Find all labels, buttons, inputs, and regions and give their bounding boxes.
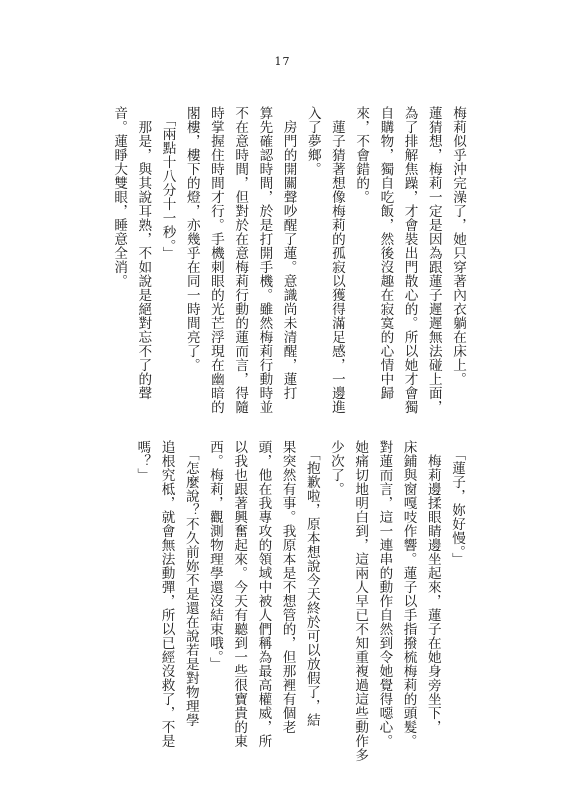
text-column: 房門的開關聲吵醒了蓮。意識尚未清醒，蓮打 [280, 106, 297, 400]
text-column: 入了夢鄉。 [304, 106, 321, 176]
text-column: 嗎？」 [134, 440, 151, 482]
text-column: 她痛切地明白到，這兩人早已不知重複過這些動作多 [352, 440, 369, 762]
text-column: 「兩點十八分十一秒。」 [159, 106, 176, 261]
page-number: 17 [274, 55, 291, 68]
text-column: 音。蓮睜大雙眼，睡意全消。 [111, 106, 128, 288]
text-column: 時掌握住時間才行。手機刺眼的光芒浮現在幽暗的 [207, 106, 224, 414]
text-column: 來，不會錯的。 [353, 106, 370, 204]
text-block-top [90, 106, 470, 414]
text-block-bottom [83, 440, 469, 762]
text-column: 「抱歉啦，原本想說今天終於可以放假了，結 [303, 440, 320, 728]
text-column: 以我也跟著興奮起來。今天有聽到一些很寶貴的東 [231, 440, 248, 748]
text-column: 閣樓，樓下的燈，亦幾乎在同一時間亮了。 [183, 106, 200, 372]
text-column: 頭，他在我專攻的領域中被人們稱為最高權威，所 [255, 440, 272, 748]
text-column: 梅莉似乎沖完澡了，她只穿著內衣躺在床上。 [450, 106, 466, 386]
text-column: 對蓮而言，這一連串的動作自然到令她覺得噁心。 [376, 440, 393, 748]
text-column: 「怎麼說？不久前妳不是還在說若是對物理學 [182, 440, 199, 728]
text-column: 「蓮子，妳好慢。」 [449, 440, 465, 567]
text-column: 西。梅莉，觀測物理學還沒結束哦。」 [206, 440, 223, 672]
text-column: 床鋪與窗嘎吱作響。蓮子以手指撥梳梅莉的頭髮。 [400, 440, 417, 748]
text-column: 梅莉邊揉眼睛邊坐起來，蓮子在她身旁坐下， [424, 440, 441, 734]
text-column: 那是，與其說耳熟，不如說是絕對忘不了的聲 [135, 106, 152, 400]
text-column: 算先確認時間，於是打開手機。雖然梅莉行動時並 [256, 106, 273, 414]
text-column: 追根究柢，就會無法動彈，所以已經沒救了，不是 [158, 440, 175, 748]
text-column: 果突然有事。我原本是不想管的，但那裡有個老 [279, 440, 296, 734]
text-column: 為了排解焦躁，才會裝出門散心的。所以她才會獨 [401, 106, 418, 414]
text-column: 少次了。 [327, 440, 344, 496]
text-column: 不在意時間，但對於在意梅莉行動的蓮而言，得隨 [232, 106, 249, 414]
text-column: 蓮子猜著想像梅莉的孤寂以獲得滿足感，一邊進 [328, 106, 345, 414]
text-column: 蓮猜想，梅莉一定是因為跟蓮子遲遲無法碰上面， [425, 106, 442, 414]
text-column: 自購物，獨自吃飯，然後沒趣在寂寞的心情中歸 [377, 106, 394, 400]
